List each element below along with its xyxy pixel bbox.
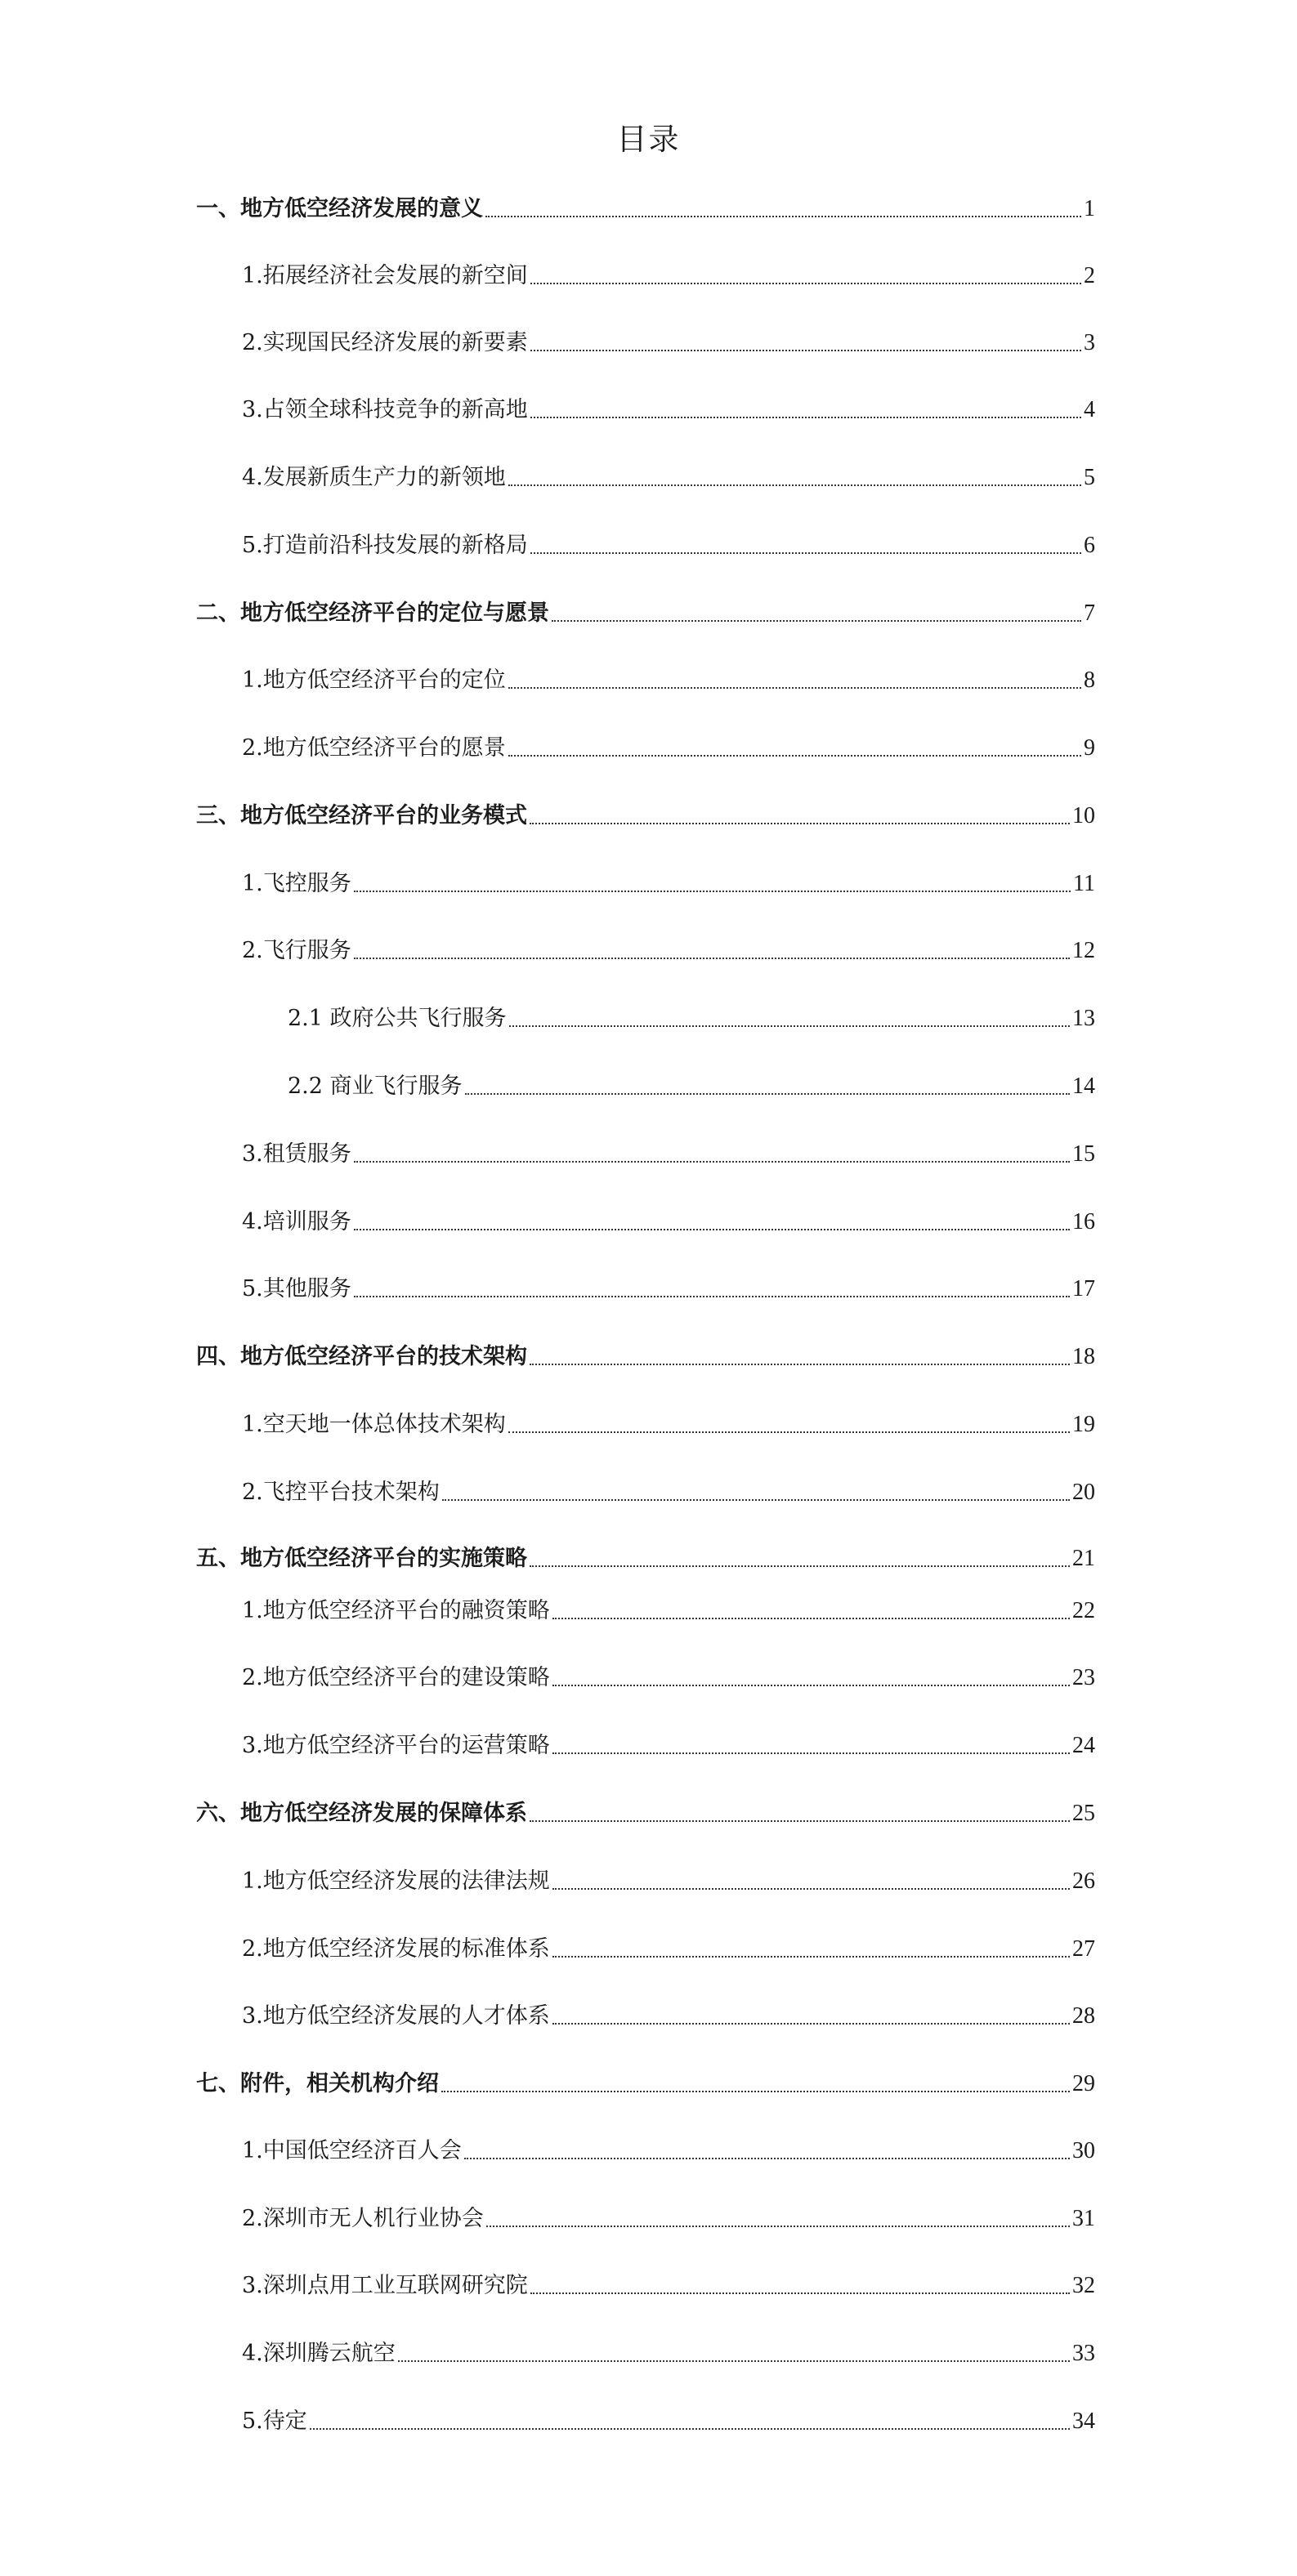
dot-leader <box>552 1685 1070 1686</box>
toc-entry-page-number: 19 <box>1072 1412 1095 1437</box>
toc-entry-page-number: 4 <box>1084 397 1095 422</box>
toc-entry-label: 3.租赁服务 <box>242 1141 351 1167</box>
toc-entry-label: 1.空天地一体总体技术架构 <box>242 1412 506 1437</box>
toc-entry-page-number: 31 <box>1072 2206 1095 2231</box>
toc-entry[interactable] <box>242 2000 1095 2033</box>
toc-entry[interactable] <box>242 394 1095 426</box>
toc-entry-label: 1.地方低空经济平台的定位 <box>242 667 506 693</box>
toc-entry[interactable] <box>242 1595 1095 1627</box>
toc-entry-page-number: 13 <box>1072 1006 1095 1031</box>
toc-entry[interactable] <box>242 935 1095 967</box>
toc-entry-label: 六、地方低空经济发展的保障体系 <box>196 1801 527 1826</box>
toc-entry-page-number: 8 <box>1084 667 1095 693</box>
dot-leader <box>354 958 1070 959</box>
toc-entry-page-number: 7 <box>1084 600 1095 626</box>
dot-leader <box>530 1364 1070 1365</box>
toc-entry[interactable] <box>242 1138 1095 1171</box>
dot-leader <box>530 283 1081 284</box>
toc-entry[interactable] <box>242 1865 1095 1898</box>
toc-entry-label: 5.待定 <box>242 2409 307 2434</box>
toc-entry-label: 2.地方低空经济平台的建设策略 <box>242 1665 550 1690</box>
toc-entry[interactable] <box>196 1542 1095 1575</box>
toc-entry-page-number: 1 <box>1084 196 1095 221</box>
dot-leader <box>354 1296 1070 1297</box>
toc-entry-label: 七、附件，相关机构介绍 <box>196 2071 439 2096</box>
dot-leader <box>508 484 1081 486</box>
toc-entry[interactable] <box>242 462 1095 494</box>
dot-leader <box>552 1956 1070 1958</box>
dot-leader <box>354 891 1071 892</box>
toc-entry-page-number: 18 <box>1072 1344 1095 1369</box>
dot-leader <box>530 1565 1070 1567</box>
toc-entry-page-number: 14 <box>1072 1074 1095 1099</box>
toc-entry-label: 2.飞行服务 <box>242 938 351 963</box>
toc-entry-page-number: 28 <box>1072 2003 1095 2029</box>
dot-leader <box>530 2293 1070 2294</box>
dot-leader <box>441 2091 1070 2092</box>
toc-entry[interactable] <box>242 1476 1095 1509</box>
toc-entry[interactable] <box>196 800 1095 833</box>
dot-leader <box>464 2158 1070 2159</box>
toc-entry-label: 1.拓展经济社会发展的新空间 <box>242 263 528 288</box>
dot-leader <box>530 823 1070 824</box>
dot-leader <box>552 1618 1070 1619</box>
toc-entry-page-number: 34 <box>1072 2409 1095 2434</box>
toc-entry-page-number: 21 <box>1072 1546 1095 1571</box>
toc-entry[interactable] <box>242 664 1095 697</box>
dot-leader <box>508 1431 1070 1433</box>
dot-leader <box>509 1025 1070 1027</box>
dot-leader <box>465 1093 1070 1095</box>
toc-entry[interactable] <box>242 327 1095 359</box>
toc-entry-page-number: 26 <box>1072 1868 1095 1894</box>
toc-entry-label: 2.深圳市无人机行业协会 <box>242 2206 484 2231</box>
dot-leader <box>552 2023 1070 2025</box>
dot-leader <box>354 1161 1070 1163</box>
toc-entry[interactable] <box>242 868 1095 900</box>
toc-entry-page-number: 6 <box>1084 533 1095 558</box>
dot-leader <box>530 350 1081 351</box>
toc-entry[interactable] <box>288 1070 1095 1103</box>
toc-entry[interactable] <box>242 1730 1095 1762</box>
toc-entry-label: 1.中国低空经济百人会 <box>242 2138 462 2163</box>
toc-entry-page-number: 12 <box>1072 938 1095 963</box>
toc-entry[interactable] <box>196 597 1095 630</box>
toc-entry-page-number: 11 <box>1073 871 1095 896</box>
dot-leader <box>354 1229 1070 1230</box>
toc-entry[interactable] <box>242 2270 1095 2302</box>
toc-entry-label: 3.地方低空经济平台的运营策略 <box>242 1733 550 1758</box>
toc-entry-label: 一、地方低空经济发展的意义 <box>196 196 483 221</box>
toc-entry[interactable] <box>196 1797 1095 1830</box>
toc-entry[interactable] <box>242 260 1095 292</box>
dot-leader <box>530 552 1081 554</box>
toc-entry-page-number: 9 <box>1084 735 1095 761</box>
dot-leader <box>485 216 1081 217</box>
toc-entry[interactable] <box>288 1002 1095 1035</box>
toc-entry[interactable] <box>242 1662 1095 1694</box>
toc-entry[interactable] <box>242 529 1095 562</box>
toc-entry-label: 2.地方低空经济平台的愿景 <box>242 735 506 761</box>
dot-leader <box>508 755 1081 757</box>
dot-leader <box>552 620 1081 622</box>
toc-entry[interactable] <box>196 193 1095 225</box>
dot-leader <box>508 687 1081 689</box>
dot-leader <box>530 417 1081 418</box>
toc-entry-page-number: 30 <box>1072 2138 1095 2163</box>
toc-entry-label: 2.2 商业飞行服务 <box>288 1074 463 1099</box>
toc-entry-label: 三、地方低空经济平台的业务模式 <box>196 803 527 828</box>
toc-entry[interactable] <box>242 2337 1095 2370</box>
toc-entry-page-number: 24 <box>1072 1733 1095 1758</box>
toc-entry-label: 3.地方低空经济发展的人才体系 <box>242 2003 550 2029</box>
dot-leader <box>530 1820 1070 1822</box>
toc-entry[interactable] <box>242 1409 1095 1441</box>
toc-entry-page-number: 20 <box>1072 1480 1095 1505</box>
toc-entry[interactable] <box>242 2135 1095 2168</box>
toc-entry-page-number: 22 <box>1072 1598 1095 1623</box>
toc-entry-label: 1.地方低空经济发展的法律法规 <box>242 1868 550 1894</box>
toc-entry-page-number: 15 <box>1072 1141 1095 1167</box>
toc-entry[interactable] <box>196 1341 1095 1373</box>
toc-entry-label: 2.实现国民经济发展的新要素 <box>242 330 528 355</box>
toc-entry-label: 二、地方低空经济平台的定位与愿景 <box>196 600 549 626</box>
toc-entry-label: 4.培训服务 <box>242 1209 351 1234</box>
toc-entry-label: 1.飞控服务 <box>242 871 351 896</box>
toc-entry-page-number: 25 <box>1072 1801 1095 1826</box>
dot-leader <box>310 2428 1070 2430</box>
dot-leader <box>442 1499 1070 1501</box>
toc-entry-label: 2.1 政府公共飞行服务 <box>288 1006 507 1031</box>
toc-entry-label: 四、地方低空经济平台的技术架构 <box>196 1344 527 1369</box>
toc-entry-page-number: 16 <box>1072 1209 1095 1234</box>
toc-entry-label: 3.占领全球科技竞争的新高地 <box>242 397 528 422</box>
toc-entry-page-number: 10 <box>1072 803 1095 828</box>
toc-entry-label: 5.打造前沿科技发展的新格局 <box>242 533 528 558</box>
toc-entry[interactable] <box>242 1933 1095 1966</box>
toc-title: 目录 <box>616 122 681 157</box>
toc-entry[interactable] <box>242 2203 1095 2235</box>
toc-entry-page-number: 3 <box>1084 330 1095 355</box>
toc-entry[interactable] <box>196 2068 1095 2101</box>
toc-entry-page-number: 32 <box>1072 2273 1095 2298</box>
dot-leader <box>398 2360 1070 2362</box>
toc-entry[interactable] <box>242 1273 1095 1306</box>
toc-entry-page-number: 29 <box>1072 2071 1095 2096</box>
toc-entry-label: 5.其他服务 <box>242 1276 351 1301</box>
toc-entry-label: 3.深圳点用工业互联网研究院 <box>242 2273 528 2298</box>
toc-entry[interactable] <box>242 2405 1095 2438</box>
toc-entry-label: 2.飞控平台技术架构 <box>242 1480 440 1505</box>
toc-entry-label: 4.发展新质生产力的新领地 <box>242 465 506 490</box>
toc-entry[interactable] <box>242 732 1095 765</box>
dot-leader <box>552 1752 1070 1754</box>
toc-entry-label: 五、地方低空经济平台的实施策略 <box>196 1546 527 1571</box>
toc-entry[interactable] <box>242 1206 1095 1239</box>
toc-entry-page-number: 27 <box>1072 1936 1095 1962</box>
toc-entry-label: 4.深圳腾云航空 <box>242 2341 396 2366</box>
dot-leader <box>552 1888 1070 1890</box>
toc-entry-page-number: 17 <box>1072 1276 1095 1301</box>
toc-entry-page-number: 33 <box>1072 2341 1095 2366</box>
toc-entry-label: 1.地方低空经济平台的融资策略 <box>242 1598 550 1623</box>
toc-entry-page-number: 5 <box>1084 465 1095 490</box>
toc-entry-page-number: 23 <box>1072 1665 1095 1690</box>
toc-entry-page-number: 2 <box>1084 263 1095 288</box>
dot-leader <box>486 2226 1070 2227</box>
toc-entry-label: 2.地方低空经济发展的标准体系 <box>242 1936 550 1962</box>
